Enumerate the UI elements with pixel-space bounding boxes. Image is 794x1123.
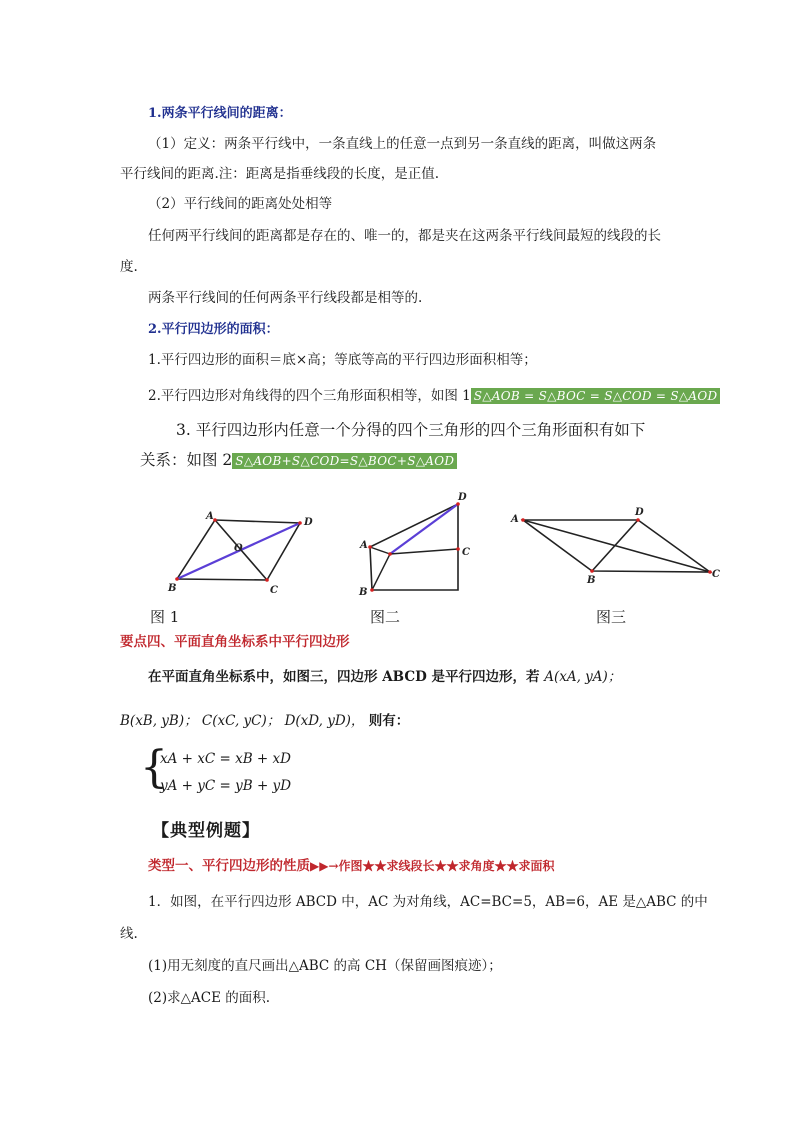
fig3-label-d: D — [635, 507, 644, 518]
fig1-label-d: D — [304, 517, 313, 528]
definition-line-1: （1）定义：两条平行线中，一条直线上的任意一点到另一条直线的距离，叫做这两条 — [148, 136, 657, 152]
question-1-sub-1: (1)用无刻度的直尺画出△ABC 的高 CH（保留画图痕迹）； — [148, 958, 502, 974]
fig3-label-b: B — [587, 575, 596, 585]
fig1-label-o: O — [234, 543, 243, 554]
figure-2-quadrilateral — [350, 487, 480, 597]
key-point-title: 要点四、平面直角坐标系中平行四边形 — [120, 634, 350, 650]
equation-x: xA + xC = xB + xD — [160, 751, 291, 767]
type-1-label: 类型一、平行四边形的性质 — [148, 858, 310, 874]
figure-3-caption: 图三 — [596, 608, 627, 626]
fig2-label-b: B — [359, 587, 368, 597]
property-line-1: 任何两平行线间的距离都是存在的、唯一的，都是夹在这两条平行线间最短的线段的长 — [148, 228, 661, 244]
fig3-label-c: C — [712, 569, 720, 580]
figure-1-parallelogram — [160, 505, 330, 600]
definition-line-2: 平行线间的距离.注：距离是指垂线段的长度，是正值. — [120, 166, 440, 182]
area-item-3-line-2 — [140, 450, 457, 471]
fig3-label-a: A — [511, 514, 519, 525]
figure-2-caption: 图二 — [370, 608, 401, 626]
figure-1-caption: 图 1 — [150, 608, 180, 626]
fig1-label-c: C — [270, 585, 278, 596]
then-label: 则有： — [368, 713, 410, 729]
area-item-3-line-1: 3. 平行四边形内任意一个分得的四个三角形的四个三角形面积有如下 — [176, 421, 646, 439]
equation-y: yA + yC = yB + yD — [160, 778, 292, 794]
section-title-distance: 1.两条平行线间的距离： — [148, 106, 292, 121]
fig1-label-a: A — [206, 511, 214, 522]
area-item-2 — [148, 386, 720, 406]
system-brace: { — [140, 742, 168, 793]
fig2-label-a: A — [360, 540, 368, 551]
question-1-line-1: 1．如图，在平行四边形 ABCD 中，AC 为对角线，AC=BC=5，AB=6，AE 是△ABC 的中 — [148, 894, 708, 910]
coordinate-line — [120, 711, 409, 731]
figure-3-parallelogram — [505, 500, 730, 585]
example-type-title — [148, 856, 555, 876]
question-1-line-2: 线. — [120, 926, 138, 942]
formula-highlight-1: S△AOB = S△BOC = S△COD = S△AOD — [471, 388, 721, 404]
question-1-sub-2: (2)求△ACE 的面积. — [148, 990, 271, 1006]
property-line-2: 度. — [120, 259, 138, 275]
fig2-label-d: D — [458, 492, 467, 503]
type-1-tags: ▶▶→作图★★求线段长★★求角度★★求面积 — [310, 859, 555, 873]
area-item-1: 1.平行四边形的面积＝底×高；等底等高的平行四边形面积相等； — [148, 352, 537, 368]
coordinate-a: A(xA, yA)； — [544, 669, 622, 685]
subsection-title: （2）平行线间的距离处处相等 — [148, 196, 333, 212]
area-item-3-text: 关系：如图 2 — [140, 451, 233, 469]
examples-heading: 【典型例题】 — [152, 821, 260, 841]
property-line-3: 两条平行线间的任何两条平行线段都是相等的. — [148, 290, 423, 306]
fig1-label-b: B — [168, 583, 177, 594]
coordinate-intro-text: 在平面直角坐标系中，如图三，四边形 ABCD 是平行四边形，若 — [148, 669, 540, 685]
coordinates-bcd: B(xB, yB)； C(xC, yC)； D(xD, yD)， — [120, 713, 365, 729]
fig2-label-c: C — [462, 547, 470, 558]
section-title-area: 2.平行四边形的面积： — [148, 322, 279, 337]
coordinate-intro — [148, 667, 621, 687]
formula-highlight-2: S△AOB+S△COD=S△BOC+S△AOD — [232, 453, 457, 469]
area-item-2-text: 2.平行四边形对角线得的四个三角形面积相等，如图 1 — [148, 388, 471, 404]
